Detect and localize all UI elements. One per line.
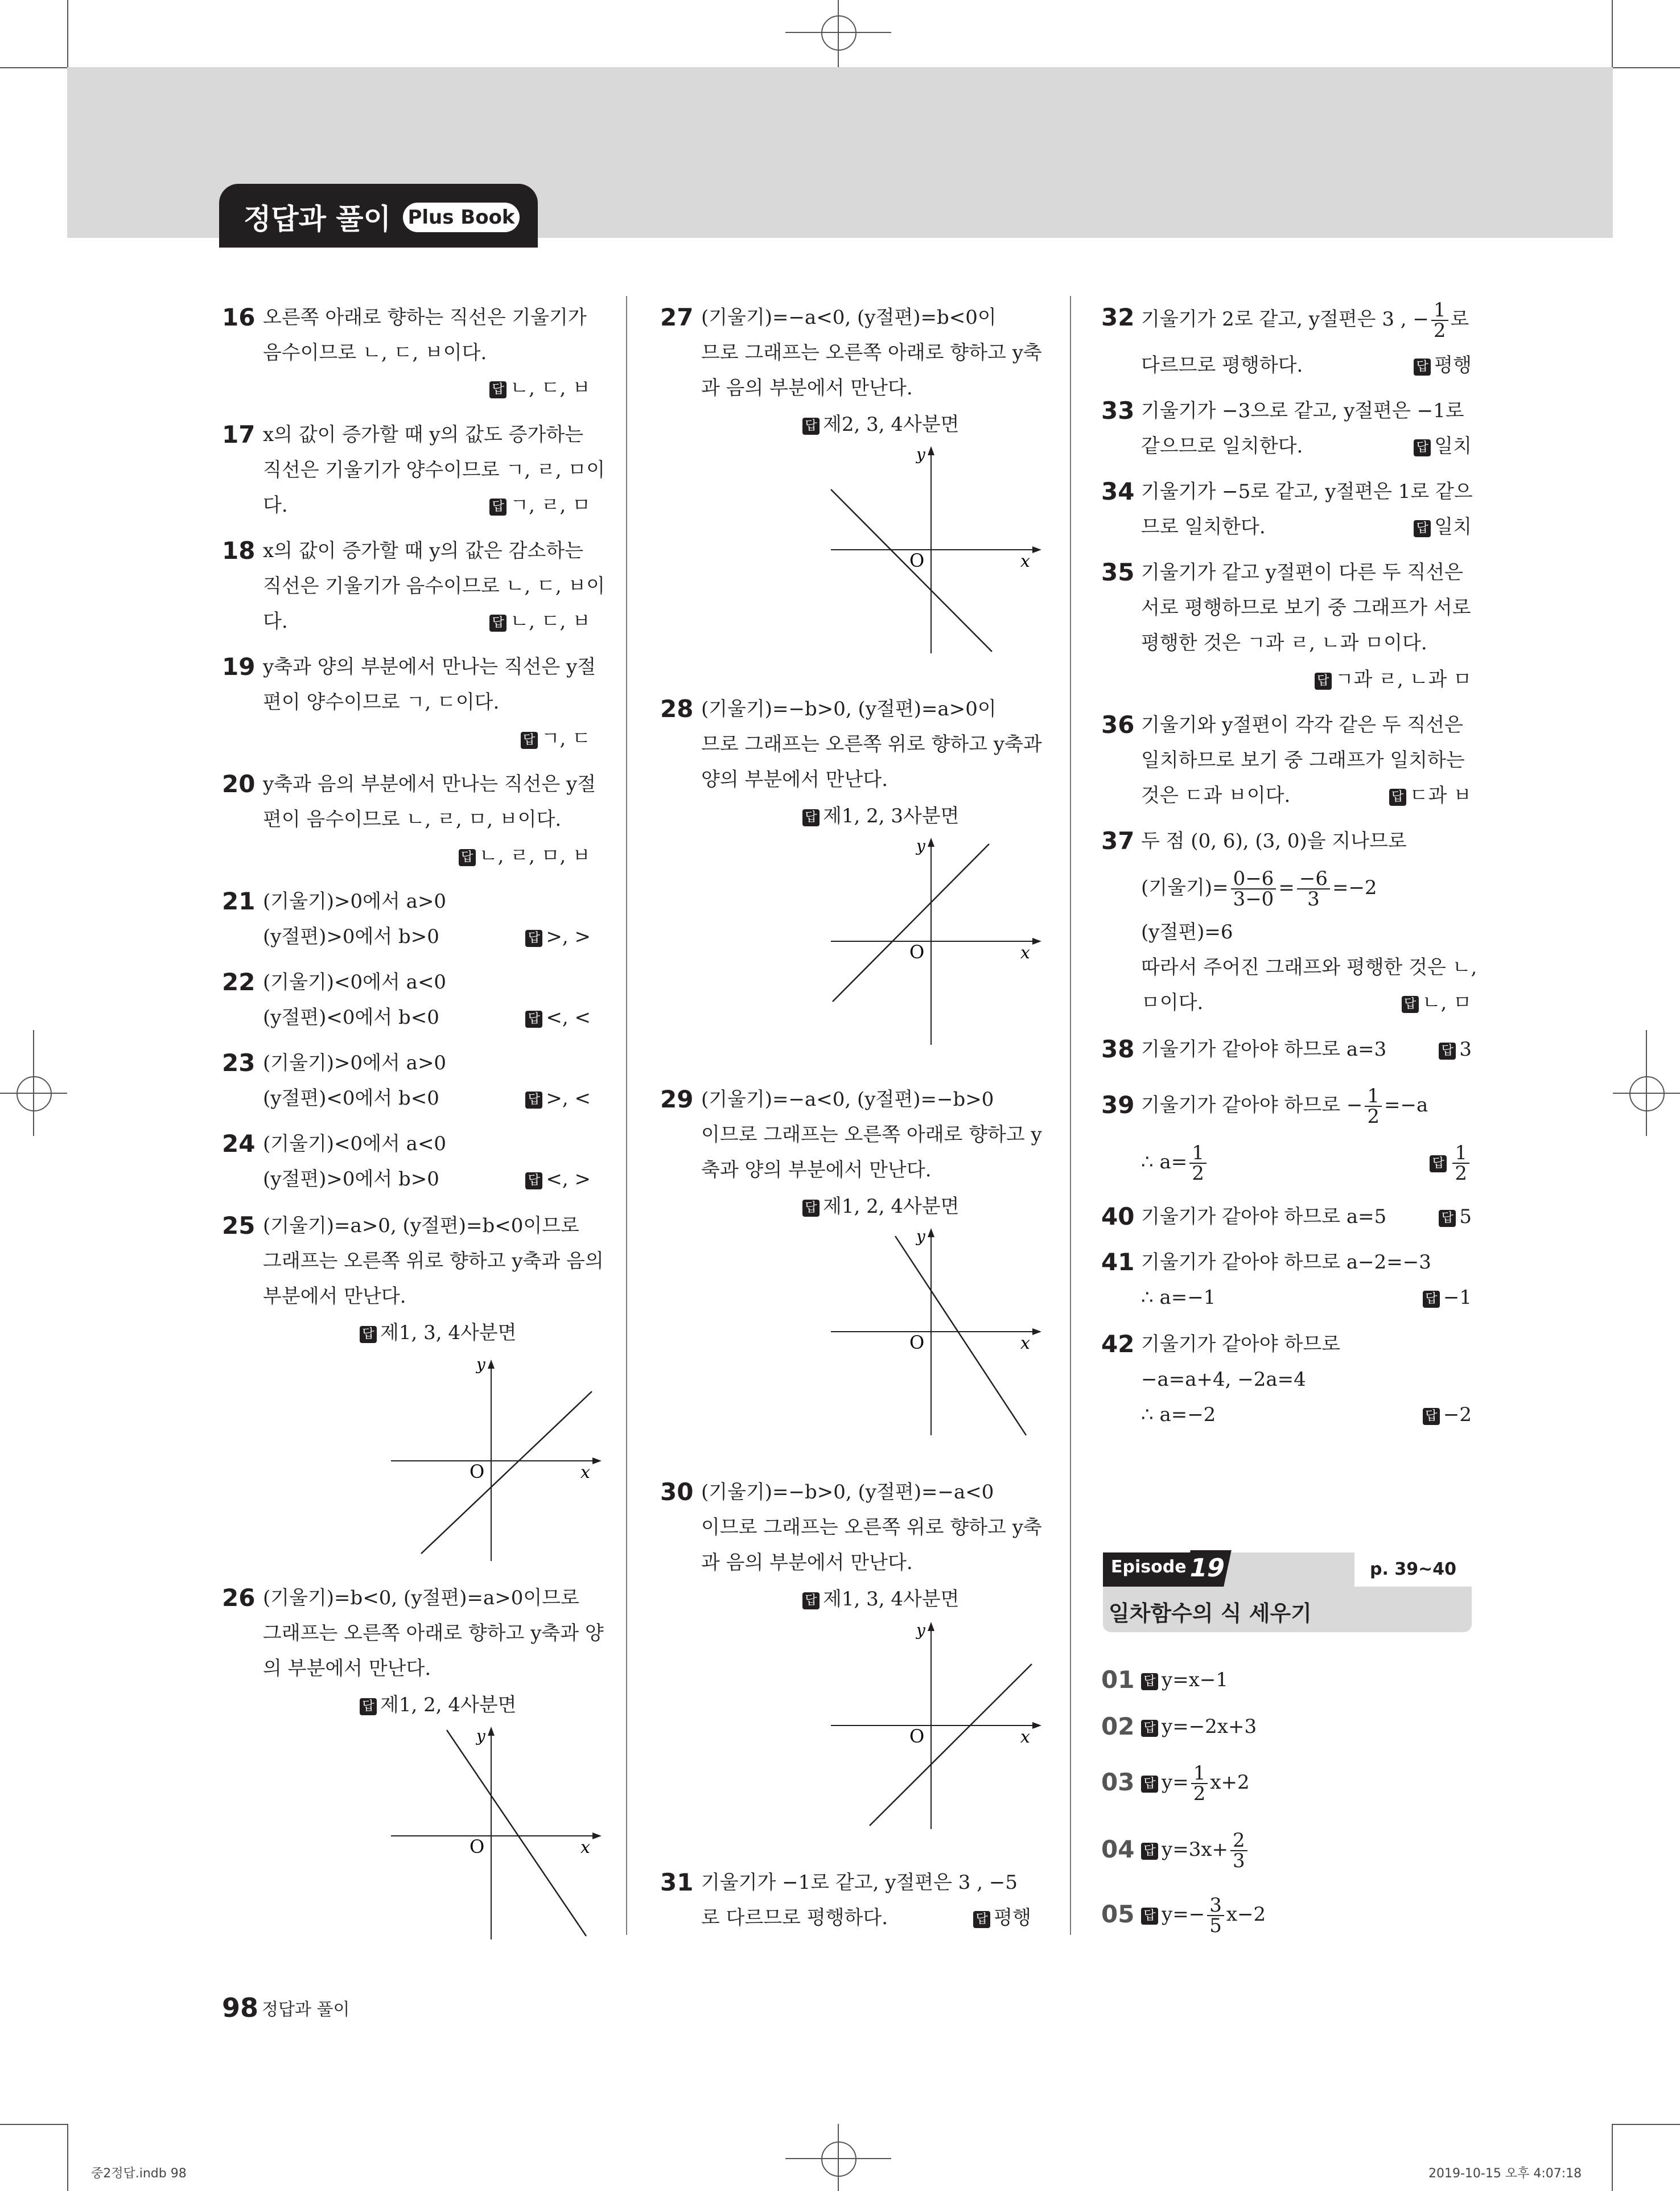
solution-line: 기울기와 y절편이 각각 같은 두 직선은 <box>1141 714 1463 736</box>
item-number: 01 <box>1101 1666 1135 1694</box>
solution-line: 로 다르므로 평행하다. <box>701 1906 888 1929</box>
solution-line: −a=a+4, −2a=4 <box>1141 1368 1306 1391</box>
question-number: 41 <box>1101 1248 1135 1276</box>
solution-line: 같으므로 일치한다. <box>1141 435 1303 458</box>
answer: 답 제1, 2, 3사분면 <box>802 805 960 827</box>
question-number: 25 <box>222 1212 256 1239</box>
solution-line: 기울기가 같고 y절편이 다른 두 직선은 <box>1141 561 1463 584</box>
solution-line: 그래프는 오른쪽 위로 향하고 y축과 음의 <box>263 1250 604 1272</box>
column-divider <box>1070 296 1071 1935</box>
solution-line: (기울기)<0에서 a<0 <box>263 971 447 994</box>
answer: 답 ㄴ, ㄷ, ㅂ <box>489 377 591 400</box>
svg-text:y: y <box>476 1357 485 1374</box>
solution-line: 기울기가 같아야 하므로 a−2=−3 <box>1141 1251 1431 1274</box>
answer: 답 <, < <box>525 1006 591 1029</box>
question-number: 40 <box>1101 1202 1135 1230</box>
header-title: 정답과 풀이 <box>244 203 391 236</box>
answer: 답 ㄷ과 ㅂ <box>1389 784 1472 807</box>
svg-text:y: y <box>916 1621 925 1640</box>
solution-line: 서로 평행하므로 보기 중 그래프가 서로 <box>1141 596 1471 619</box>
question-number: 33 <box>1101 397 1135 425</box>
graph-q27 <box>830 444 1046 654</box>
solution-line: 이므로 그래프는 오른쪽 아래로 향하고 y <box>701 1123 1042 1146</box>
graph-q29 <box>830 1226 1046 1436</box>
answer: 답 y=x−1 <box>1141 1669 1228 1691</box>
solution-line: 다. <box>263 494 288 517</box>
solution-line: (기울기)=−a<0, (y절편)=b<0이 <box>701 306 997 329</box>
question-number: 35 <box>1101 558 1135 586</box>
answer: 답 ㄱ, ㄹ, ㅁ <box>489 494 591 517</box>
svg-text:x: x <box>580 1463 590 1482</box>
solution-line: 따라서 주어진 그래프와 평행한 것은 ㄴ, <box>1141 956 1477 979</box>
answer: 답 ㄴ, ㅁ <box>1402 991 1472 1014</box>
solution-line: 직선은 기울기가 음수이므로 ㄴ, ㄷ, ㅂ이 <box>263 575 606 598</box>
answer: 답 제1, 3, 4사분면 <box>802 1588 960 1611</box>
solution-line: 이므로 그래프는 오른쪽 위로 향하고 y축 <box>701 1516 1042 1539</box>
item-number: 04 <box>1101 1835 1135 1863</box>
page-footer-label: 정답과 풀이 <box>262 2000 350 2020</box>
solution-line: 과 음의 부분에서 만난다. <box>701 377 913 400</box>
solution-line: 기울기가 −1로 같고, y절편은 3 , −5 <box>701 1871 1018 1894</box>
answer: 답 y= $\frac{1}{2}$ x+2 <box>1141 1761 1250 1804</box>
solution-line: 기울기가 같아야 하므로 a=3 <box>1141 1038 1387 1061</box>
solution-line: 기울기가 −3으로 같고, y절편은 −1로 <box>1141 400 1464 422</box>
answer: 답 y=−2x+3 <box>1141 1715 1257 1738</box>
solution-line: 므로 일치한다. <box>1141 516 1266 538</box>
question-number: 39 <box>1101 1091 1135 1119</box>
svg-text:O: O <box>470 1836 485 1858</box>
answer: 답 제1, 3, 4사분면 <box>360 1321 517 1344</box>
solution-line: x의 값이 증가할 때 y의 값은 감소하는 <box>263 539 584 562</box>
svg-text:x: x <box>1020 1333 1030 1353</box>
question-number: 42 <box>1101 1330 1135 1358</box>
graph-q28 <box>830 835 1046 1046</box>
solution-line: ∴ a=−1 <box>1141 1286 1216 1309</box>
solution-line: (기울기)>0에서 a>0 <box>263 1052 447 1074</box>
answer: 답 ㄱ과 ㄹ, ㄴ과 ㅁ <box>1315 668 1472 691</box>
graph-q30 <box>830 1620 1046 1830</box>
question-number: 19 <box>222 653 256 681</box>
solution-line: y축과 양의 부분에서 만나는 직선은 y절 <box>263 656 596 678</box>
question-number: 34 <box>1101 477 1135 505</box>
answer: 답 3 <box>1439 1038 1472 1061</box>
answer: 답 일치 <box>1414 435 1472 458</box>
item-number: 02 <box>1101 1712 1135 1740</box>
answer: 답 >, > <box>525 925 591 948</box>
question-number: 38 <box>1101 1035 1135 1063</box>
svg-text:O: O <box>909 1332 925 1353</box>
print-timestamp: 2019-10-15 오후 4:07:18 <box>1428 2167 1582 2181</box>
svg-text:y: y <box>916 837 925 855</box>
question-number: 27 <box>660 303 694 331</box>
solution-line: (기울기)=−b>0, (y절편)=−a<0 <box>701 1481 994 1504</box>
solution-line: 직선은 기울기가 양수이므로 ㄱ, ㄹ, ㅁ이 <box>263 459 606 481</box>
svg-text:O: O <box>909 1725 925 1747</box>
solution-line: (기울기)=a>0, (y절편)=b<0이므로 <box>263 1214 579 1237</box>
svg-text:O: O <box>470 1461 485 1482</box>
episode-title: 일차함수의 식 세우기 <box>1109 1601 1312 1626</box>
solution-line: 기울기가 같아야 하므로 <box>1141 1333 1341 1356</box>
answer: 답 ㄴ, ㄹ, ㅁ, ㅂ <box>459 845 591 867</box>
question-number: 31 <box>660 1868 694 1896</box>
solution-line: 다르므로 평행하다. <box>1141 354 1303 377</box>
question-number: 20 <box>222 770 256 798</box>
question-number: 29 <box>660 1085 694 1113</box>
solution-line: x의 값이 증가할 때 y의 값도 증가하는 <box>263 423 584 446</box>
solution-line: 오른쪽 아래로 향하는 직선은 기울기가 <box>263 306 587 329</box>
answer: 답 y=3x+ $\frac{2}{3}$ <box>1141 1828 1250 1871</box>
question-number: 36 <box>1101 711 1135 739</box>
solution-line: 므로 그래프는 오른쪽 위로 향하고 y축과 <box>701 733 1042 756</box>
svg-text:O: O <box>909 550 925 571</box>
question-number: 24 <box>222 1130 256 1158</box>
answer: 답 ㄴ, ㄷ, ㅂ <box>489 610 591 633</box>
graph-q26 <box>390 1724 606 1941</box>
solution-line: ㅁ이다. <box>1141 991 1204 1014</box>
item-number: 03 <box>1101 1768 1135 1796</box>
print-file-info: 중2정답.indb 98 <box>91 2167 187 2181</box>
solution-line: 편이 양수이므로 ㄱ, ㄷ이다. <box>263 691 500 714</box>
solution-line: 것은 ㄷ과 ㅂ이다. <box>1141 784 1291 807</box>
solution-line: (기울기)=−b>0, (y절편)=a>0이 <box>701 698 997 720</box>
question-number: 16 <box>222 303 256 331</box>
episode-number: 19 <box>1183 1550 1232 1587</box>
solution-line: 다. <box>263 610 288 633</box>
solution-line: 양의 부분에서 만난다. <box>701 768 888 791</box>
plus-book-badge: Plus Book <box>403 203 520 232</box>
answer: 답 ㄱ, ㄷ <box>521 727 591 750</box>
question-number: 21 <box>222 887 256 915</box>
svg-text:O: O <box>909 941 925 963</box>
solution-line: (y절편)>0에서 b>0 <box>263 925 439 948</box>
solution-line: (기울기)=−a<0, (y절편)=−b>0 <box>701 1088 994 1111</box>
svg-text:x: x <box>1020 551 1030 571</box>
answer: 답 일치 <box>1414 516 1472 538</box>
answer: 답 $\frac{1}{2}$ <box>1430 1140 1472 1184</box>
answer: 답 제2, 3, 4사분면 <box>802 413 960 436</box>
item-number: 05 <box>1101 1900 1135 1928</box>
svg-text:x: x <box>1020 943 1030 963</box>
column-divider <box>626 296 627 1935</box>
solution-line: (기울기)= $\frac{0-6}{3-0}$ = $\frac{-6}{3}$ =−2 <box>1141 867 1377 911</box>
answer: 답 −2 <box>1423 1403 1472 1426</box>
question-number: 22 <box>222 968 256 996</box>
solution-line: 의 부분에서 만난다. <box>263 1657 431 1680</box>
solution-line: 그래프는 오른쪽 아래로 향하고 y축과 양 <box>263 1622 604 1645</box>
question-number: 30 <box>660 1478 694 1506</box>
solution-line: ∴ a=−2 <box>1141 1403 1216 1426</box>
solution-line: (기울기)>0에서 a>0 <box>263 890 447 913</box>
episode-label: Episode <box>1111 1557 1187 1577</box>
solution-line: 두 점 (0, 6), (3, 0)을 지나므로 <box>1141 830 1407 852</box>
question-number: 18 <box>222 537 256 565</box>
solution-line: 편이 음수이므로 ㄴ, ㄹ, ㅁ, ㅂ이다. <box>263 808 562 831</box>
question-number: 23 <box>222 1049 256 1077</box>
question-number: 37 <box>1101 827 1135 855</box>
solution-line: 므로 그래프는 오른쪽 아래로 향하고 y축 <box>701 341 1042 364</box>
solution-line: (y절편)<0에서 b<0 <box>263 1087 439 1110</box>
page-number: 98 <box>222 1992 259 2023</box>
solution-line: (y절편)>0에서 b>0 <box>263 1168 439 1191</box>
solution-line: 부분에서 만난다. <box>263 1285 406 1308</box>
question-number: 32 <box>1101 303 1135 331</box>
svg-text:x: x <box>580 1838 590 1858</box>
solution-line: 평행한 것은 ㄱ과 ㄹ, ㄴ과 ㅁ이다. <box>1141 632 1427 654</box>
solution-line: y축과 음의 부분에서 만나는 직선은 y절 <box>263 773 596 796</box>
answer: 답 y=− $\frac{3}{5}$ x−2 <box>1141 1893 1266 1936</box>
solution-line: 기울기가 −5로 같고, y절편은 1로 같으 <box>1141 480 1473 503</box>
question-number: 26 <box>222 1584 256 1612</box>
graph-q25 <box>390 1357 606 1562</box>
answer: 답 제1, 2, 4사분면 <box>360 1694 517 1716</box>
solution-line: 축과 양의 부분에서 만난다. <box>701 1159 932 1181</box>
svg-text:y: y <box>476 1727 485 1745</box>
solution-line: 기울기가 같아야 하므로 a=5 <box>1141 1205 1387 1228</box>
solution-line: (기울기)=b<0, (y절편)=a>0이므로 <box>263 1587 579 1609</box>
svg-text:x: x <box>1020 1727 1030 1747</box>
svg-text:y: y <box>916 445 925 464</box>
answer: 답 >, < <box>525 1087 591 1110</box>
solution-line: ∴ a= $\frac{1}{2}$ <box>1141 1140 1209 1184</box>
answer: 답 평행 <box>1414 354 1472 377</box>
solution-line: 일치하므로 보기 중 그래프가 일치하는 <box>1141 749 1465 772</box>
solution-line: (y절편)<0에서 b<0 <box>263 1006 439 1029</box>
episode-pages: p. 39~40 <box>1354 1552 1472 1587</box>
solution-line: 과 음의 부분에서 만난다. <box>701 1551 913 1574</box>
solution-line: (기울기)<0에서 a<0 <box>263 1132 447 1155</box>
answer: 답 제1, 2, 4사분면 <box>802 1195 960 1218</box>
question-number: 28 <box>660 695 694 723</box>
svg-text:y: y <box>916 1227 925 1246</box>
answer: 답 −1 <box>1423 1286 1472 1309</box>
question-number: 17 <box>222 421 256 448</box>
answer: 답 <, > <box>525 1168 591 1191</box>
solution-line: (y절편)=6 <box>1141 921 1233 944</box>
solution-line: 음수이므로 ㄴ, ㄷ, ㅂ이다. <box>263 341 487 364</box>
answer: 답 5 <box>1439 1205 1472 1228</box>
answer: 답 평행 <box>973 1906 1031 1929</box>
solution-line: 기울기가 2로 같고, y절편은 3 , − $\frac{1}{2}$ 로 <box>1141 299 1469 342</box>
solution-line: 기울기가 같아야 하므로 − $\frac{1}{2}$ =−a <box>1141 1085 1428 1128</box>
